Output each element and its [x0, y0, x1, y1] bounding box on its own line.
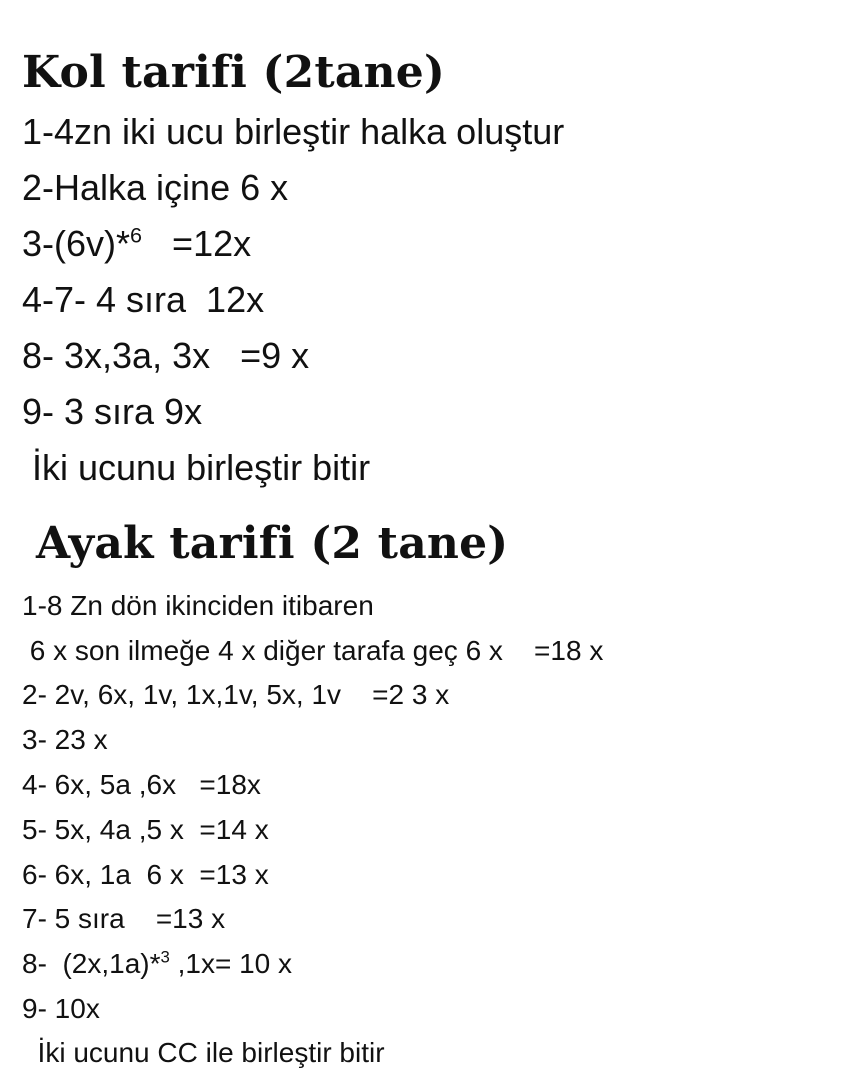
leg-step-3: 3- 23 x: [22, 724, 108, 755]
leg-step-6: 6- 6x, 1a 6 x =13 x: [22, 859, 269, 890]
arm-step-3-total: =12x: [142, 223, 252, 264]
arm-step-2: 2-Halka içine 6 x: [22, 167, 289, 208]
leg-step-1: 1-8 Zn dön ikinciden itibaren: [22, 590, 374, 621]
leg-step-8-text: 8- (2x,1a)*: [22, 948, 161, 979]
leg-step-1-continued: 6 x son ilmeğe 4 x diğer tarafa geç 6 x =18 x: [22, 635, 604, 666]
leg-step-5: 5- 5x, 4a ,5 x =14 x: [22, 814, 269, 845]
arm-step-3-superscript: 6: [130, 222, 143, 248]
leg-recipe-title: Ayak tarifi (2 tane): [36, 518, 509, 569]
leg-step-8: [22, 947, 293, 979]
arm-step-finish: İki ucunu birleştir bitir: [22, 447, 371, 488]
leg-step-7: 7- 5 sıra =13 x: [22, 903, 226, 934]
leg-step-8-total: ,1x= 10 x: [169, 948, 293, 979]
arm-step-1: 1-4zn iki ucu birleştir halka oluştur: [22, 111, 565, 152]
arm-step-6: 9- 3 sıra 9x: [22, 391, 203, 432]
leg-step-8-superscript: 3: [160, 947, 170, 967]
arm-recipe-title: Kol tarifi (2tane): [22, 47, 446, 98]
arm-step-3-text: 3-(6v)*: [22, 223, 131, 264]
arm-step-3: [22, 222, 252, 264]
arm-step-5: 8- 3x,3a, 3x =9 x: [22, 335, 310, 376]
leg-step-4: 4- 6x, 5a ,6x =18x: [22, 769, 261, 800]
leg-step-finish: İki ucunu CC ile birleştir bitir: [22, 1037, 385, 1068]
leg-step-2: 2- 2v, 6x, 1v, 1x,1v, 5x, 1v =2 3 x: [22, 679, 450, 710]
arm-step-4: 4-7- 4 sıra 12x: [22, 279, 265, 320]
leg-step-9: 9- 10x: [22, 993, 100, 1024]
